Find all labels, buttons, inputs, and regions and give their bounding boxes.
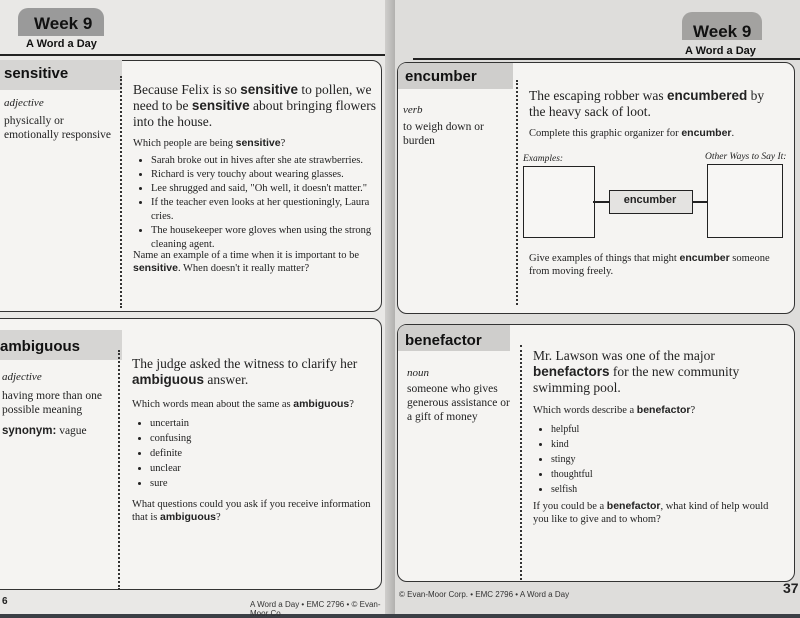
discussion-prompt: What questions could you ask if you receive information that is ambiguous? (132, 499, 371, 523)
part-of-speech: verb (403, 104, 423, 116)
week-subtitle: A Word a Day (26, 38, 97, 50)
page-number: 37 (783, 580, 799, 596)
list-item: • unclear (150, 461, 350, 476)
example-sentence: The escaping robber was encumbered by the heavy sack of loot. (529, 88, 765, 119)
discussion-prompt: If you could be a benefactor, what kind of help would you like to give and to whom? (533, 500, 769, 525)
header-rule (0, 54, 385, 56)
definition: someone who gives generous assistance or a gift of money (407, 383, 510, 423)
list-item: • selfish (551, 482, 711, 497)
organizer-examples-label: Examples: (523, 154, 564, 164)
examples-box[interactable] (523, 166, 595, 238)
left-page (0, 0, 395, 618)
part-of-speech: noun (407, 367, 429, 379)
answer-list (537, 422, 711, 497)
dotted-divider (516, 80, 518, 305)
synonyms-box[interactable] (707, 164, 783, 238)
page-number: 6 (2, 596, 8, 607)
connector-line (691, 201, 707, 203)
list-item: • sure (150, 476, 350, 491)
question: Complete this graphic organizer for encumber. (529, 127, 735, 139)
answer-list (137, 154, 386, 252)
word-title: encumber (405, 68, 477, 85)
list-item: • If the teacher even looks at her questioningly, Laura cries. (151, 196, 386, 224)
example-sentence: Mr. Lawson was one of the major benefactors for the new community swimming pool. (533, 348, 740, 395)
list-item: • Richard is very touchy about wearing glasses. (151, 168, 386, 182)
organizer-center-word: encumber (623, 194, 677, 206)
list-item: • Sarah broke out in hives after she ate strawberries. (151, 154, 386, 168)
question: Which words describe a benefactor? (533, 404, 696, 416)
dotted-divider (118, 350, 120, 590)
organizer-synonyms-label: Other Ways to Say It: (705, 152, 787, 162)
list-item: • The housekeeper wore gloves when using the strong cleaning agent. (151, 224, 386, 252)
page-footer: A Word a Day • EMC 2796 • © Evan-Moor Co (250, 600, 381, 618)
right-page (395, 0, 800, 614)
header-rule (413, 58, 800, 60)
list-item: • uncertain (150, 416, 350, 431)
word-title: sensitive (4, 65, 69, 82)
part-of-speech: adjective (2, 371, 42, 383)
week-title: Week 9 (693, 22, 752, 41)
list-item: • Lee shrugged and said, "Oh well, it doesn't matter." (151, 182, 386, 196)
list-item: • helpful (551, 422, 711, 437)
synonym: synonym: vague (2, 425, 87, 437)
connector-line (593, 201, 609, 203)
dotted-divider (120, 76, 122, 308)
answer-list (136, 416, 350, 491)
example-sentence: The judge asked the witness to clarify her ambiguous answer. (132, 356, 358, 387)
week-subtitle: A Word a Day (685, 45, 756, 57)
definition: having more than one possible meaning (2, 390, 102, 416)
list-item: • definite (150, 446, 350, 461)
definition: physically or emotionally responsive (4, 115, 111, 141)
word-title: ambiguous (0, 338, 81, 355)
question: Which people are being sensitive? (133, 137, 286, 149)
dotted-divider (520, 345, 522, 580)
list-item: • stingy (551, 452, 711, 467)
list-item: • thoughtful (551, 467, 711, 482)
question: Which words mean about the same as ambiguous? (132, 398, 354, 410)
part-of-speech: adjective (4, 97, 44, 109)
discussion-prompt: Give examples of things that might encumber someone from moving freely. (529, 252, 770, 277)
definition: to weigh down or burden (403, 121, 484, 147)
week-title: Week 9 (34, 14, 93, 33)
example-sentence: Because Felix is so sensitive to pollen, we need to be sensitive about bringing flowers into the house. (133, 82, 377, 129)
discussion-prompt: Name an example of a time when it is important to be sensitive. When doesn't it really matter? (133, 250, 359, 274)
list-item: • kind (551, 437, 711, 452)
list-item: • confusing (150, 431, 350, 446)
word-title: benefactor (405, 332, 482, 349)
page-footer: © Evan-Moor Corp. • EMC 2796 • A Word a Day (399, 590, 570, 599)
